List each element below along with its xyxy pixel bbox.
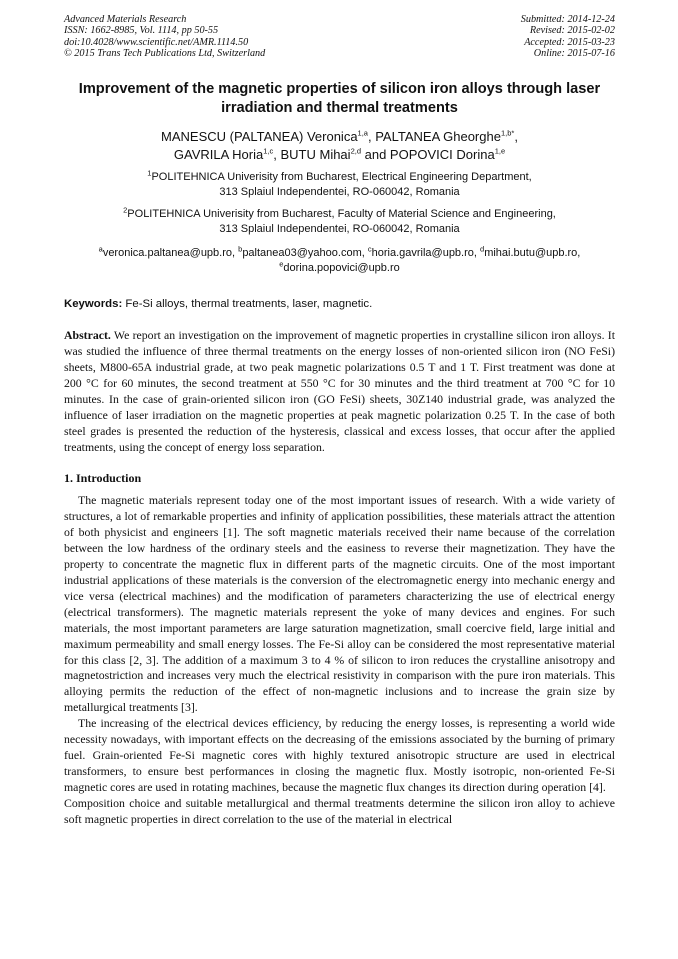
author-name: GAVRILA Horia [173, 146, 264, 162]
affiliation-sup: 1 [147, 168, 152, 178]
journal-name: Advanced Materials Research [64, 14, 187, 25]
affiliation-address: 313 Splaiul Independentei, RO-060042, Romania [219, 186, 460, 199]
accepted-date: Accepted: 2015-03-23 [524, 36, 615, 48]
author-affil-sup: 1,b* [500, 128, 515, 138]
email-sup: e [279, 259, 284, 269]
section-heading: 1. Introduction [64, 471, 142, 486]
affiliation-line: POLITEHNICA Univerisity from Bucharest, Faculty of Material Science and Engineering, [127, 208, 556, 221]
body-paragraph: Composition choice and suitable metallurgical and thermal treatments determine the silicon iron alloy to achieve soft magnetic properties in direct correlation to the use of the material in electrical [64, 795, 615, 826]
author-name: POPOVICI Dorina [389, 146, 495, 162]
submission-dates [521, 14, 615, 59]
affiliation-sup: 2 [123, 205, 128, 215]
abstract-label: Abstract. [64, 328, 111, 343]
body-paragraph: The magnetic materials represent today one of the most important issues of research. With a wide variety of structures, a lot of remarkable properties and infinity of application possibilities, these materials attract the attention of both physicist and engineers [1]. The soft magnetic materials received their name because of the correlation between the low hardness of the ordinary steels and the easiness to reverse their magnetization. They have the property to concentrate the magnetic flux in different parts of the magnetic circuits. One of the most important industrial applications of these materials is the conversion of the electromagnetic energy into mechanic energy and vice versa (electrical machines) and the modification of parameters characterizing the use of electrical energy (electrical transformers). The magnetic materials represent the yoke of many devices and engines. For such materials, the most important parameters are large saturation magnetization, small coercive field, large initial and maximum permeability and small energy losses. The Fe-Si alloy can be considered the most representative material for this class [2, 3]. The addition of a maximum 3 to 4 % of silicon to iron reduces the crystalline anisotropy and magnetostriction and increases very much the electrical resistivity in comparison with the pure iron materials. This alloying permits the reduction of the effect of non-magnetic inclusions and to increase the grain size by metallurgical treatments [3]. [64, 493, 615, 715]
abstract-text: We report an investigation on the improvement of magnetic properties in crystalline silicon iron alloys. It was studied the influence of three thermal treatments on the energy losses of non-oriented silicon iron (NO FeSi) sheets, M800-65A industrial grade, at two peak magnetic polarizations 0.5 T and 1 T. First treatment was done at 200 °C for 60 minutes, the second treatment at 550 °C for 30 minutes and the third treatment at 700 °C for 10 minutes. In the case of grain-oriented silicon iron (GO FeSi) sheets, 30Z140 industrial grade, was analyzed the influence of laser irradiation on the magnetic properties at peak magnetic polarization 0.25 T. In the case of both steel grades is presented the reduction of the hysteresis, classical and excess losses, that occur after the applied treatments, using the concept of energy loss separation. [64, 328, 615, 454]
author-affil-sup: 1,c [263, 146, 274, 156]
email-address[interactable]: veronica.paltanea@upb.ro [102, 247, 233, 260]
author-affil-sup: 1,e [494, 146, 506, 156]
email-address[interactable]: paltanea03@yahoo.com [242, 247, 362, 260]
affiliation-line: POLITEHNICA Univerisity from Bucharest, Electrical Engineering Department, [151, 171, 532, 184]
email-address[interactable]: mihai.butu@upb.ro [484, 247, 578, 260]
copyright-line: © 2015 Trans Tech Publications Ltd, Switzerland [64, 47, 266, 59]
author-name: MANESCU (PALTANEA) Veronica [161, 129, 358, 145]
email-sup: c [367, 244, 372, 254]
author-separator: and [361, 146, 390, 162]
keywords-label: Keywords: [64, 298, 123, 311]
doi-line: doi:10.4028/www.scientific.net/AMR.1114.50 [64, 36, 249, 48]
author-list [64, 128, 615, 163]
affiliation-1 [64, 170, 615, 200]
email-address[interactable]: dorina.popovici@upb.ro [283, 262, 400, 275]
email-sup: d [480, 244, 485, 254]
email-sup: b [238, 244, 243, 254]
submitted-date: Submitted: 2014-12-24 [520, 14, 615, 25]
author-name: BUTU Mihai [280, 146, 351, 162]
author-affil-sup: 2,d [350, 146, 361, 156]
issn-line: ISSN: 1662-8985, Vol. 1114, pp 50-55 [64, 25, 219, 37]
keywords-text: Fe-Si alloys, thermal treatments, laser, magnetic. [125, 298, 373, 311]
body-paragraph: The increasing of the electrical devices efficiency, by reducing the energy losses, is representing a world wide necessity nowadays, with important effects on the decreasing of the emissions associated by the burning of primary fuel. Grain-oriented Fe-Si magnetic cores with highly textured anisotropic structure are used in electrical transformers, to ensure best performances in closing the magnetic flux. Mostly isotropic, non-oriented Fe-Si magnetic cores are used in rotating machines, because the magnetic flux changes its direction during operation [4]. [64, 716, 615, 794]
author-affil-sup: 1,a [357, 128, 368, 138]
revised-date: Revised: 2015-02-02 [529, 25, 615, 37]
email-address[interactable]: horia.gavrila@upb.ro [371, 247, 474, 260]
author-separator: , [367, 129, 376, 145]
online-date: Online: 2015-07-16 [533, 47, 615, 59]
keywords-section [64, 297, 615, 312]
author-name: PALTANEA Gheorghe [375, 129, 501, 145]
author-separator: , [273, 146, 281, 162]
abstract-section [64, 328, 615, 455]
affiliation-address: 313 Splaiul Independentei, RO-060042, Romania [219, 223, 460, 236]
paper-page [64, 14, 615, 827]
journal-header [64, 14, 615, 59]
email-sup: a [98, 244, 103, 254]
author-separator: , [514, 129, 518, 145]
email-list: $^a$veronica.paltanea@upb.ro, $^b$paltanea03@yahoo.com, $^c$horia.gavrila@upb.ro, $^d$mihai.butu@upb.ro, $^e$dorina.popovici@upb.ro [98, 244, 581, 275]
journal-info [64, 14, 265, 59]
paper-title: Improvement of the magnetic properties of silicon iron alloys through laser irradiation and thermal treatments [78, 81, 601, 117]
affiliation-2 [64, 207, 615, 237]
